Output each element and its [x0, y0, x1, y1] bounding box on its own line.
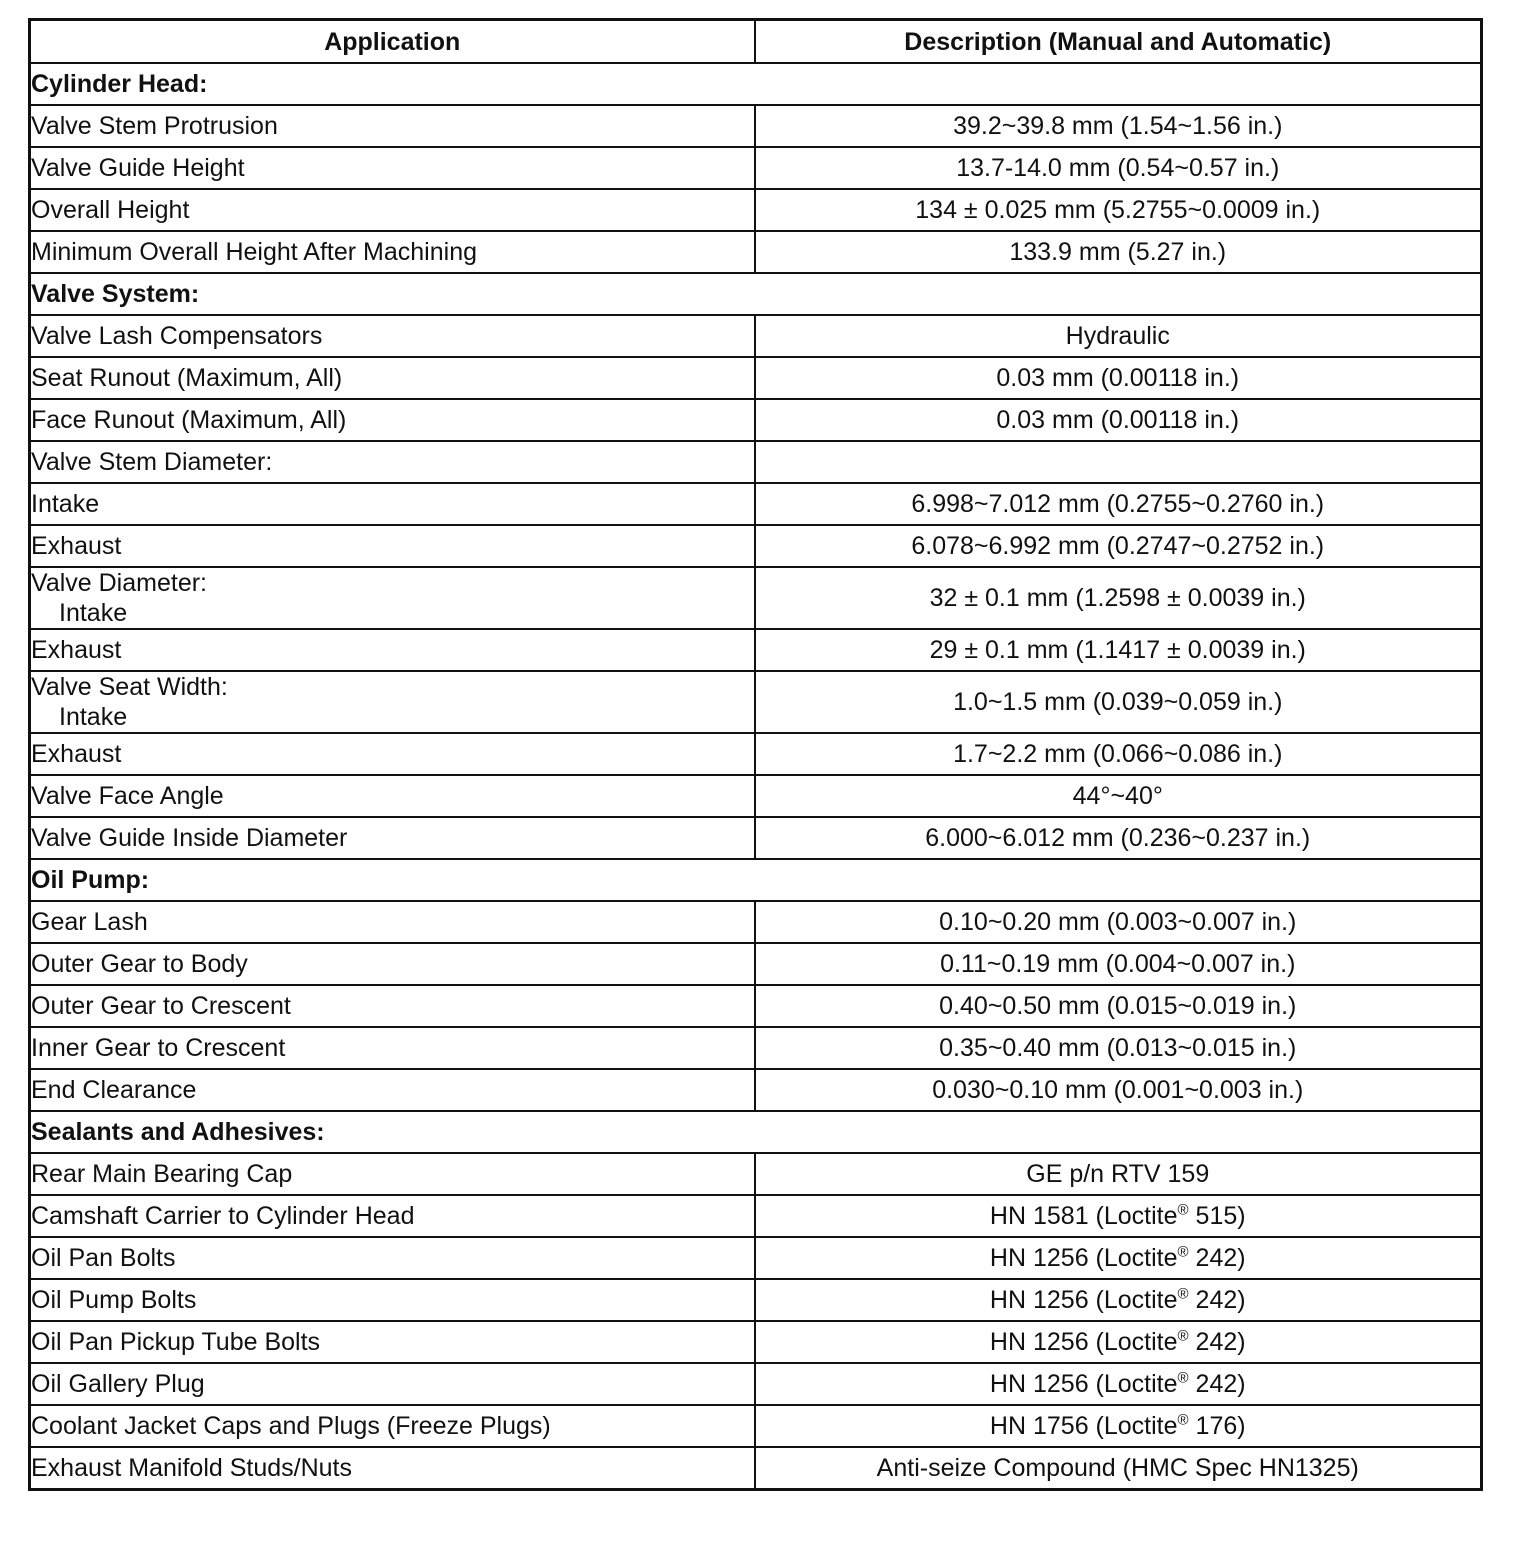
row-value — [755, 1279, 1482, 1321]
row-label: Inner Gear to Crescent — [30, 1027, 755, 1069]
table-row — [30, 315, 1482, 357]
value-text: 176) — [1188, 1412, 1246, 1440]
table-row — [30, 1321, 1482, 1363]
row-label: Exhaust Manifold Studs/Nuts — [30, 1447, 755, 1490]
row-label: Oil Pump Bolts — [30, 1279, 755, 1321]
row-value: 1.0~1.5 mm (0.039~0.059 in.) — [755, 671, 1482, 733]
row-value: 1.7~2.2 mm (0.066~0.086 in.) — [755, 733, 1482, 775]
row-label: Intake — [30, 483, 755, 525]
table-row — [30, 525, 1482, 567]
row-label: Oil Pan Bolts — [30, 1237, 755, 1279]
row-label: Outer Gear to Crescent — [30, 985, 755, 1027]
row-label: Rear Main Bearing Cap — [30, 1153, 755, 1195]
row-label: Valve Face Angle — [30, 775, 755, 817]
row-value: 0.40~0.50 mm (0.015~0.019 in.) — [755, 985, 1482, 1027]
row-label: Camshaft Carrier to Cylinder Head — [30, 1195, 755, 1237]
row-value: 134 ± 0.025 mm (5.2755~0.0009 in.) — [755, 189, 1482, 231]
table-row — [30, 105, 1482, 147]
table-row — [30, 629, 1482, 671]
row-label: Valve Guide Height — [30, 147, 755, 189]
table-row — [30, 817, 1482, 859]
registered-mark: ® — [1177, 1285, 1189, 1303]
row-label: Minimum Overall Height After Machining — [30, 231, 755, 273]
row-label: Valve Stem Protrusion — [30, 105, 755, 147]
table-row — [30, 147, 1482, 189]
row-value — [755, 1363, 1482, 1405]
row-label: Valve Lash Compensators — [30, 315, 755, 357]
value-text: HN 1756 (Loctite — [989, 1412, 1178, 1440]
table-row — [30, 189, 1482, 231]
value-text: 242) — [1188, 1328, 1246, 1356]
table-row — [30, 901, 1482, 943]
table-row — [30, 1279, 1482, 1321]
row-label: Seat Runout (Maximum, All) — [30, 357, 755, 399]
row-value — [755, 1447, 1482, 1490]
row-label: End Clearance — [30, 1069, 755, 1111]
row-value: 0.10~0.20 mm (0.003~0.007 in.) — [755, 901, 1482, 943]
section-row — [30, 63, 1482, 105]
section-row — [30, 859, 1482, 901]
row-value: 0.03 mm (0.00118 in.) — [755, 357, 1482, 399]
row-label: Intake — [59, 599, 128, 627]
row-value: 0.11~0.19 mm (0.004~0.007 in.) — [755, 943, 1482, 985]
row-value: 32 ± 0.1 mm (1.2598 ± 0.0039 in.) — [755, 567, 1482, 629]
value-text: HN 1256 (Loctite — [989, 1286, 1178, 1314]
table-row — [30, 1195, 1482, 1237]
value-text: 242) — [1188, 1286, 1246, 1314]
registered-mark: ® — [1177, 1327, 1189, 1345]
row-label: Exhaust — [30, 733, 755, 775]
row-label-group — [30, 567, 755, 629]
table-row — [30, 1447, 1482, 1490]
value-text: HN 1256 (Loctite — [989, 1328, 1178, 1356]
section-cylinder-head: Cylinder Head: — [30, 63, 1482, 105]
row-value: 0.35~0.40 mm (0.013~0.015 in.) — [755, 1027, 1482, 1069]
header-application: Application — [30, 20, 755, 64]
value-text: HN 1581 (Loctite — [989, 1202, 1178, 1230]
section-oil-pump: Oil Pump: — [30, 859, 1482, 901]
table-row — [30, 441, 1482, 483]
row-label-group — [30, 671, 755, 733]
row-value: 44°~40° — [755, 775, 1482, 817]
section-row — [30, 273, 1482, 315]
row-value: 13.7-14.0 mm (0.54~0.57 in.) — [755, 147, 1482, 189]
row-value — [755, 1321, 1482, 1363]
table-row — [30, 733, 1482, 775]
spec-table — [28, 18, 1483, 1491]
group-label: Valve Seat Width: — [31, 673, 228, 701]
value-text: GE p/n RTV 159 — [1026, 1160, 1210, 1188]
table-row — [30, 567, 1482, 629]
row-label: Exhaust — [30, 525, 755, 567]
section-valve-system: Valve System: — [30, 273, 1482, 315]
row-label: Gear Lash — [30, 901, 755, 943]
value-text: 242) — [1188, 1244, 1246, 1272]
row-value: 6.998~7.012 mm (0.2755~0.2760 in.) — [755, 483, 1482, 525]
row-value — [755, 1195, 1482, 1237]
table-row — [30, 985, 1482, 1027]
value-text: 242) — [1188, 1370, 1246, 1398]
row-label: Oil Gallery Plug — [30, 1363, 755, 1405]
table-row — [30, 483, 1482, 525]
value-text: 515) — [1188, 1202, 1246, 1230]
row-value — [755, 1153, 1482, 1195]
row-value: 29 ± 0.1 mm (1.1417 ± 0.0039 in.) — [755, 629, 1482, 671]
row-label: Intake — [59, 703, 128, 731]
row-label: Valve Stem Diameter: — [30, 441, 755, 483]
row-value: 39.2~39.8 mm (1.54~1.56 in.) — [755, 105, 1482, 147]
table-row — [30, 1027, 1482, 1069]
registered-mark: ® — [1177, 1243, 1189, 1261]
row-value — [755, 1405, 1482, 1447]
section-sealants: Sealants and Adhesives: — [30, 1111, 1482, 1153]
header-description: Description (Manual and Automatic) — [755, 20, 1482, 64]
table-row — [30, 1153, 1482, 1195]
row-label: Exhaust — [30, 629, 755, 671]
section-row — [30, 1111, 1482, 1153]
row-value: 0.030~0.10 mm (0.001~0.003 in.) — [755, 1069, 1482, 1111]
group-label: Valve Diameter: — [31, 569, 207, 597]
header-row — [30, 20, 1482, 64]
table-row — [30, 1237, 1482, 1279]
row-value: Hydraulic — [755, 315, 1482, 357]
table-row — [30, 399, 1482, 441]
row-label: Coolant Jacket Caps and Plugs (Freeze Plugs) — [30, 1405, 755, 1447]
table-row — [30, 231, 1482, 273]
row-label: Outer Gear to Body — [30, 943, 755, 985]
table-row — [30, 357, 1482, 399]
row-value: 133.9 mm (5.27 in.) — [755, 231, 1482, 273]
table-row — [30, 1069, 1482, 1111]
row-label: Oil Pan Pickup Tube Bolts — [30, 1321, 755, 1363]
table-row — [30, 671, 1482, 733]
registered-mark: ® — [1177, 1411, 1189, 1429]
table-row — [30, 1405, 1482, 1447]
value-text: Anti-seize Compound (HMC Spec HN1325) — [876, 1454, 1359, 1482]
registered-mark: ® — [1177, 1201, 1189, 1219]
row-value: 0.03 mm (0.00118 in.) — [755, 399, 1482, 441]
table-row — [30, 943, 1482, 985]
row-label: Valve Guide Inside Diameter — [30, 817, 755, 859]
table-row — [30, 1363, 1482, 1405]
value-text: HN 1256 (Loctite — [989, 1244, 1178, 1272]
row-label: Face Runout (Maximum, All) — [30, 399, 755, 441]
row-value: 6.000~6.012 mm (0.236~0.237 in.) — [755, 817, 1482, 859]
registered-mark: ® — [1177, 1369, 1189, 1387]
row-value: 6.078~6.992 mm (0.2747~0.2752 in.) — [755, 525, 1482, 567]
table-row — [30, 775, 1482, 817]
value-text: HN 1256 (Loctite — [989, 1370, 1178, 1398]
row-label: Overall Height — [30, 189, 755, 231]
row-value — [755, 1237, 1482, 1279]
row-value-empty — [755, 441, 1482, 483]
